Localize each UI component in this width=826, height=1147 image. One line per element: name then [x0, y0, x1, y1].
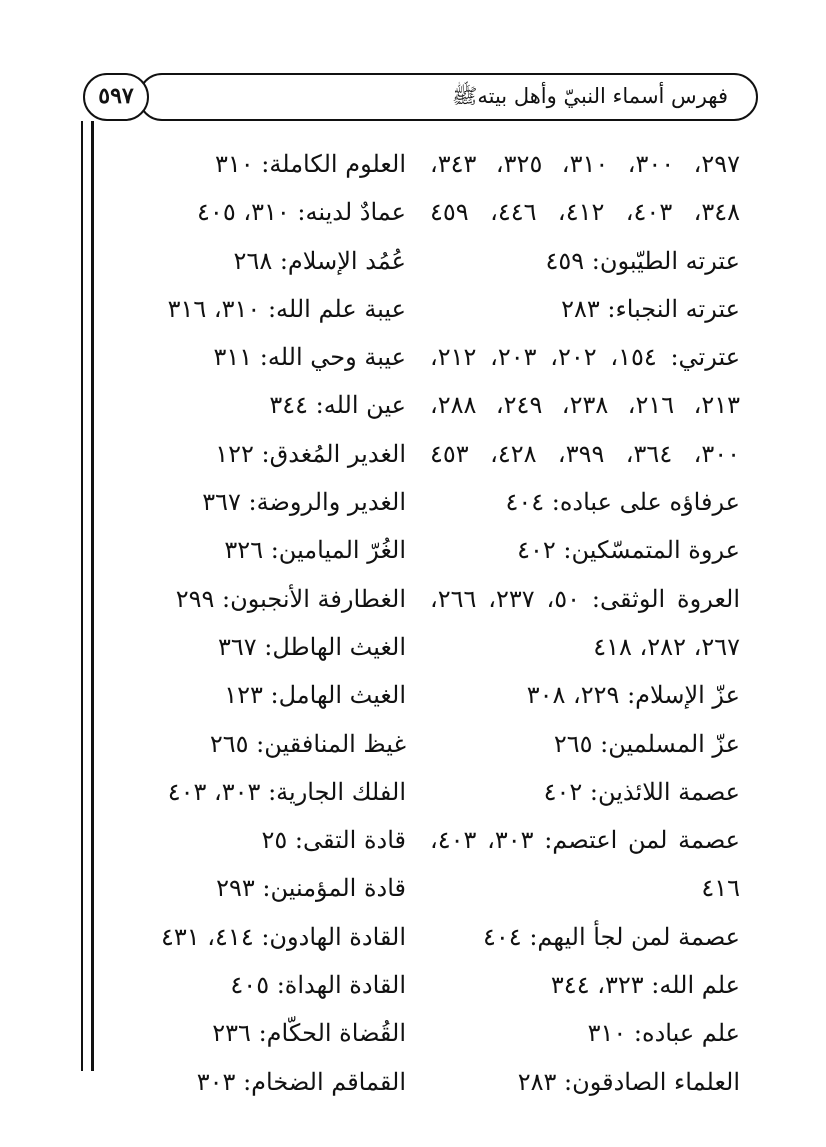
index-entry: عيبة علم الله: ٣١٠، ٣١٦: [167, 294, 406, 323]
margin-rule-inner: [81, 121, 83, 1071]
index-entry: الغيث الهاطل: ٣٦٧: [217, 632, 406, 661]
index-entry: ٢١٣، ٢١٦، ٢٣٨، ٢٤٩، ٢٨٨،: [430, 391, 741, 420]
index-column-left: [146, 140, 406, 1106]
index-entry: عترتي: ١٥٤، ٢٠٢، ٢٠٣، ٢١٢،: [430, 343, 741, 372]
index-entry: الغُرّ الميامين: ٣٢٦: [224, 536, 406, 565]
index-entry: الغطارفة الأنجبون: ٢٩٩: [175, 584, 406, 613]
index-entry: عزّ المسلمين: ٢٦٥: [553, 729, 740, 758]
index-entry: عمادٌ لدينه: ٣١٠، ٤٠٥: [197, 198, 406, 227]
index-entry: ٢٩٧، ٣٠٠، ٣١٠، ٣٢٥، ٣٤٣،: [430, 150, 741, 178]
page-number: ٥٩٧: [83, 73, 149, 121]
index-entry: العلوم الكاملة: ٣١٠: [215, 150, 406, 178]
index-entry: القادة الهادون: ٤١٤، ٤٣١: [160, 922, 406, 951]
index-entry: عُمُد الإسلام: ٢٦٨: [233, 246, 406, 275]
index-entry: ٣٤٨، ٤٠٣، ٤١٢، ٤٤٦، ٤٥٩: [430, 198, 741, 227]
index-entry: قادة المؤمنين: ٢٩٣: [216, 874, 406, 903]
index-entry: القادة الهداة: ٤٠٥: [230, 971, 406, 1000]
index-entry: عترته النجباء: ٢٨٣: [561, 294, 740, 323]
index-entry: عيبة وحي الله: ٣١١: [213, 343, 406, 372]
index-entry: الغدير المُغدق: ١٢٢: [215, 439, 406, 468]
index-entry: عصمة لمن اعتصم: ٣٠٣، ٤٠٣،: [430, 826, 741, 855]
margin-rule: [91, 121, 94, 1071]
index-entry: ٣٠٠، ٣٦٤، ٣٩٩، ٤٢٨، ٤٥٣: [430, 439, 741, 468]
index-entry: العروة الوثقى: ٥٠، ٢٣٧، ٢٦٦،: [430, 584, 741, 613]
index-entry: العلماء الصادقون: ٢٨٣: [517, 1067, 740, 1096]
index-entry: عزّ الإسلام: ٢٢٩، ٣٠٨: [526, 681, 740, 710]
running-header-title: فهرس أسماء النبيّ وأهل بيتهﷺ: [452, 84, 728, 108]
index-entry: ٢٦٧، ٢٨٢، ٤١٨: [593, 632, 740, 661]
index-entry: القُضاة الحكّام: ٢٣٦: [212, 1019, 406, 1048]
index-entry: علم الله: ٣٢٣، ٣٤٤: [550, 971, 740, 1000]
index-entry: عين الله: ٣٤٤: [269, 391, 406, 420]
index-entry: علم عباده: ٣١٠: [587, 1019, 740, 1048]
index-entry: الغيث الهامل: ١٢٣: [224, 681, 406, 710]
index-entry: عصمة لمن لجأ اليهم: ٤٠٤: [483, 922, 740, 951]
running-header: [138, 73, 758, 121]
index-entry: غيظ المنافقين: ٢٦٥: [209, 729, 406, 758]
index-entry: ٤١٦: [701, 874, 740, 903]
index-entry: الفلك الجارية: ٣٠٣، ٤٠٣: [167, 777, 406, 806]
index-entry: عرفاؤه على عباده: ٤٠٤: [505, 488, 740, 517]
index-entry: عترته الطيّبون: ٤٥٩: [545, 246, 740, 275]
index-entry: القماقم الضخام: ٣٠٣: [196, 1067, 406, 1096]
index-entry: الغدير والروضة: ٣٦٧: [202, 488, 406, 517]
index-entry: عروة المتمسّكين: ٤٠٢: [517, 536, 740, 565]
index-entry: قادة التقى: ٢٥: [261, 826, 406, 855]
index-column-right: [430, 140, 740, 1106]
index-entry: عصمة اللائذين: ٤٠٢: [543, 777, 740, 806]
